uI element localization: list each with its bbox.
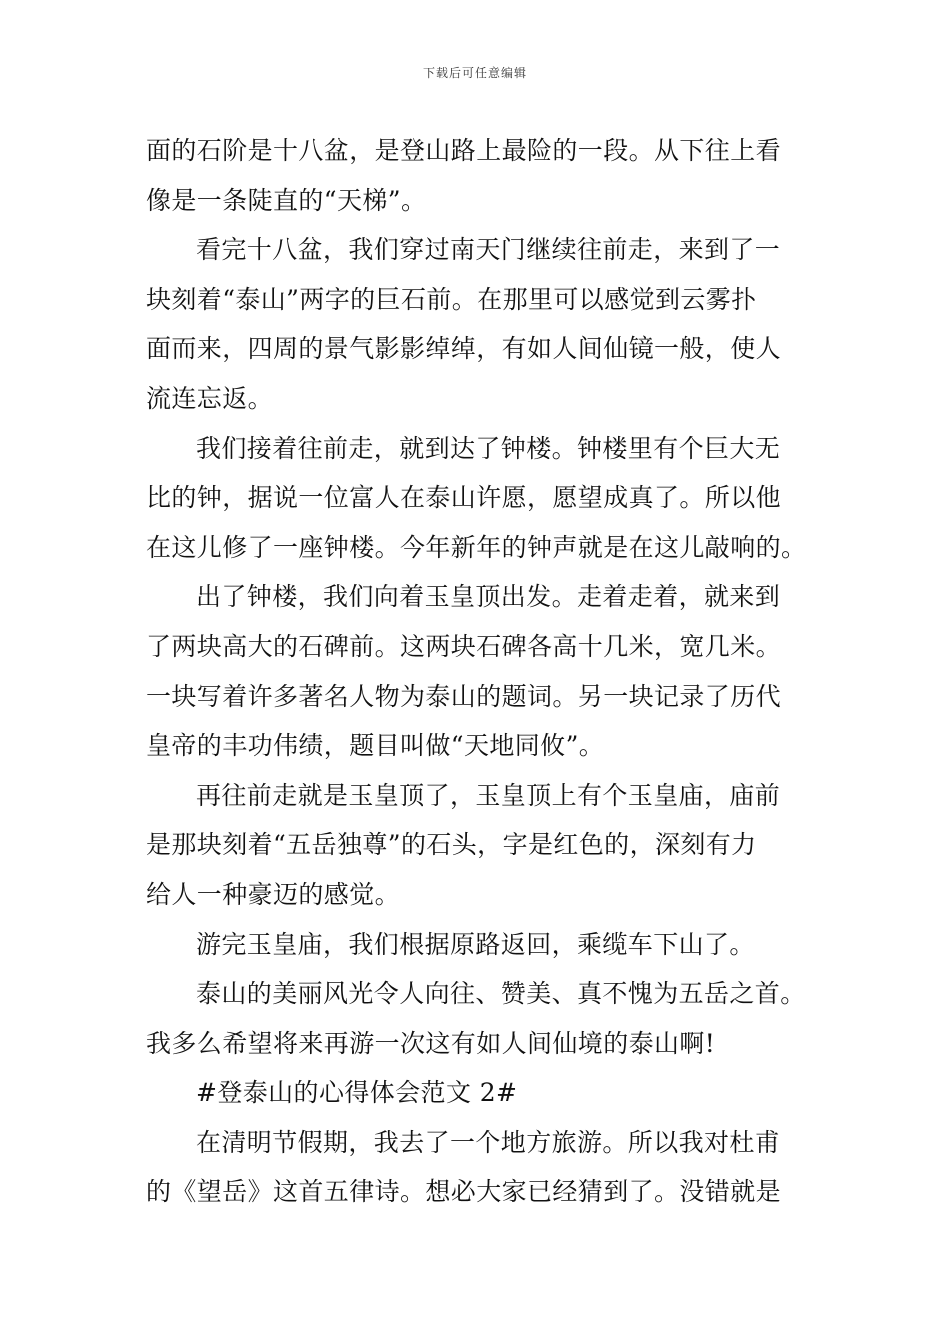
text-line: 了两块高大的石碑前。这两块石碑各高十几米，宽几米。 — [146, 631, 782, 661]
text-line: 再往前走就是玉皇顶了，玉皇顶上有个玉皇庙，庙前 — [196, 780, 781, 810]
text-line: 像是一条陡直的“天梯”。 — [146, 185, 427, 215]
text-line: 我们接着往前走，就到达了钟楼。钟楼里有个巨大无 — [196, 433, 781, 463]
text-line: 块刻着“泰山”两字的巨石前。在那里可以感觉到云雾扑 — [146, 284, 757, 314]
text-line: 比的钟，据说一位富人在泰山许愿，愿望成真了。所以他 — [146, 483, 782, 513]
text-line: 流连忘返。 — [146, 383, 274, 413]
text-line: 我多么希望将来再游一次这有如人间仙境的泰山啊! — [146, 1028, 716, 1058]
text-line: 皇帝的丰功伟绩，题目叫做“天地同攸”。 — [146, 731, 605, 761]
text-line: 在清明节假期，我去了一个地方旅游。所以我对杜甫 — [196, 1127, 781, 1157]
text-line: 一块写着许多著名人物为泰山的题词。另一块记录了历代 — [146, 681, 782, 711]
page-header-note: 下载后可任意编辑 — [422, 66, 527, 80]
text-line: 面而来，四周的景气影影绰绰，有如人间仙镜一般，使人 — [146, 334, 782, 364]
text-line: 泰山的美丽风光令人向往、赞美、真不愧为五岳之首。 — [196, 979, 806, 1009]
text-line: 给人一种豪迈的感觉。 — [146, 879, 401, 909]
text-line: 看完十八盆，我们穿过南天门继续往前走，来到了一 — [196, 235, 781, 265]
text-line: 的《望岳》这首五律诗。想必大家已经猜到了。没错就是 — [146, 1177, 782, 1207]
section-heading: #登泰山的心得体会范文 2# — [196, 1078, 518, 1108]
text-line: 在这儿修了一座钟楼。今年新年的钟声就是在这儿敲响的。 — [146, 532, 807, 562]
body-text — [146, 126, 826, 1217]
text-line: 出了钟楼，我们向着玉皇顶出发。走着走着，就来到 — [196, 582, 781, 612]
text-line: 是那块刻着“五岳独尊”的石头，字是红色的，深刻有力 — [146, 830, 757, 860]
text-line: 面的石阶是十八盆，是登山路上最险的一段。从下往上看 — [146, 136, 782, 165]
text-line: 游完玉皇庙，我们根据原路返回，乘缆车下山了。 — [196, 929, 755, 959]
